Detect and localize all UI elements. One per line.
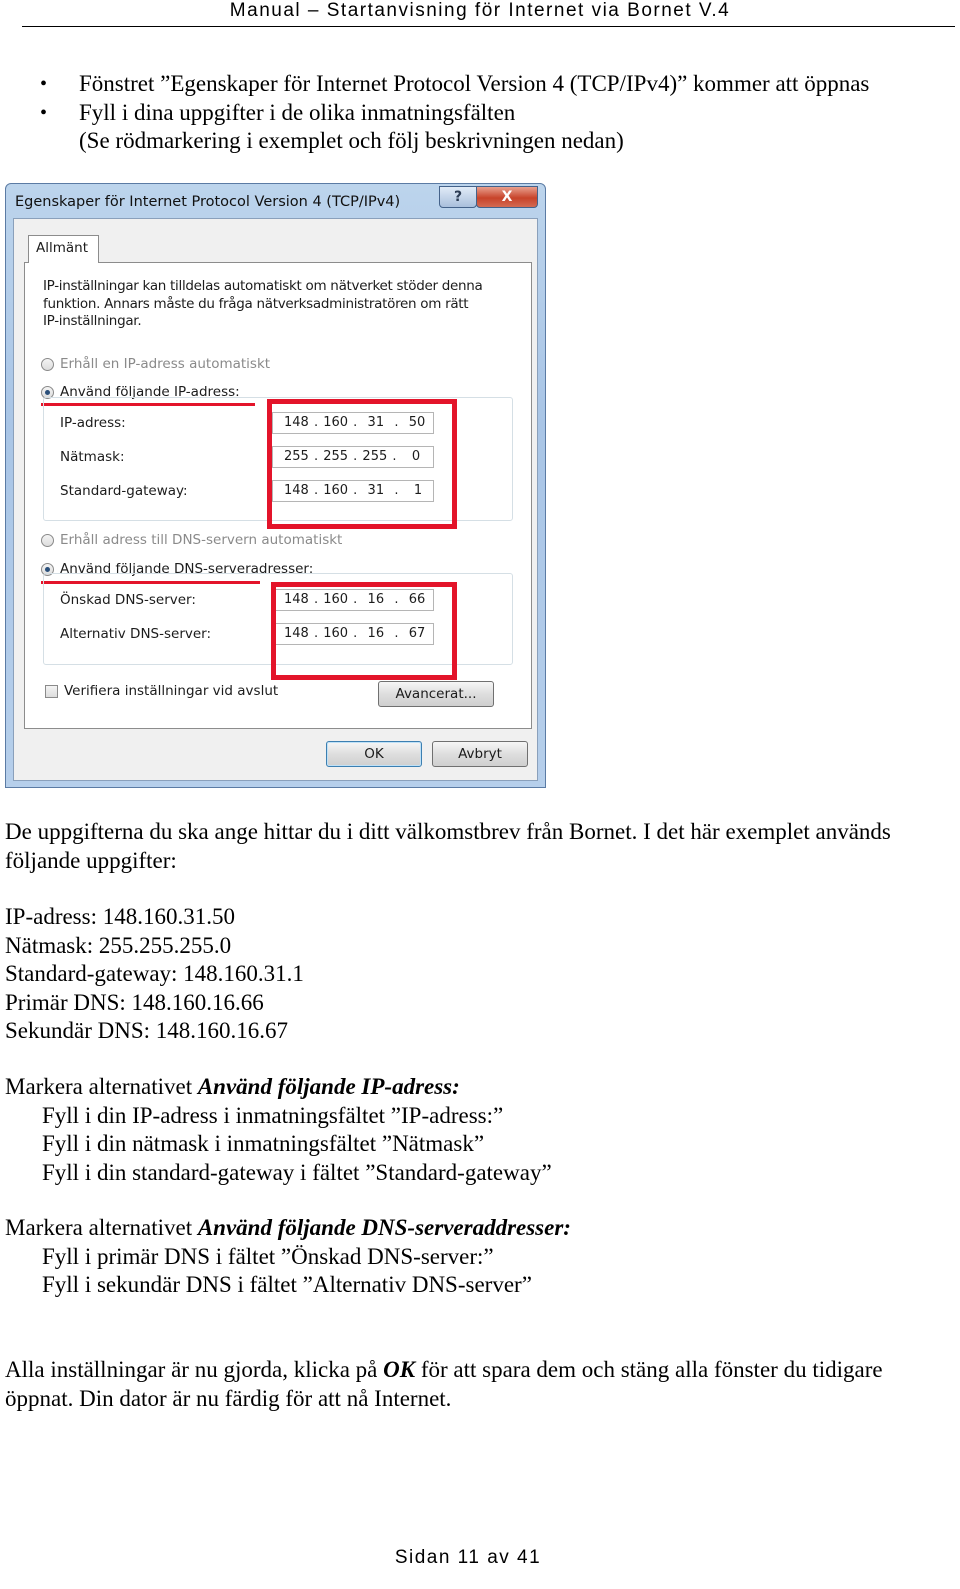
tab-general[interactable]: Allmänt bbox=[28, 235, 99, 263]
ip-step: Fyll i din IP-adress i inmatningsfältet ”IP-adress:” bbox=[42, 1102, 504, 1128]
ok-button[interactable]: OK bbox=[326, 741, 422, 767]
bullet-note: (Se rödmarkering i exemplet och följ beskrivningen nedan) bbox=[79, 128, 624, 153]
closing-paragraph bbox=[5, 1356, 905, 1413]
ip-section-heading bbox=[5, 1073, 945, 1102]
general-tab-panel bbox=[24, 262, 532, 729]
setting-ip: IP-adress: 148.160.31.50 bbox=[5, 904, 235, 929]
intro-paragraph: De uppgifterna du ska ange hittar du i ditt välkomstbrev från Bornet. I det här exemplet används följande uppgifter: bbox=[5, 819, 891, 873]
alternate-dns-label: Alternativ DNS-server: bbox=[60, 626, 212, 642]
dns-step: Fyll i primär DNS i fältet ”Önskad DNS-server:” bbox=[42, 1243, 494, 1269]
closing-ok: OK bbox=[383, 1357, 416, 1382]
radio-button-icon bbox=[41, 534, 54, 547]
setting-mask: Nätmask: 255.255.255.0 bbox=[5, 932, 232, 958]
preferred-dns-field[interactable]: 148 . 160 . 16 . 66 bbox=[272, 589, 434, 611]
header-rule bbox=[22, 26, 955, 27]
red-highlight-ip bbox=[267, 399, 457, 529]
dns-section-heading bbox=[5, 1214, 945, 1243]
default-gateway-field[interactable]: 148 . 160 . 31 . 1 bbox=[272, 480, 434, 502]
advanced-button[interactable]: Avancerat... bbox=[378, 681, 494, 707]
bullet-item: • Fyll i dina uppgifter i de olika inmatningsfälten bbox=[40, 99, 869, 128]
dialog-title: Egenskaper för Internet Protocol Version 4 (TCP/IPv4) bbox=[15, 194, 401, 210]
verify-settings-checkbox[interactable] bbox=[45, 683, 278, 699]
ip-section bbox=[5, 1073, 945, 1187]
setting-primary-dns: Primär DNS: 148.160.16.66 bbox=[5, 989, 264, 1015]
radio-manual-dns-label: Använd följande DNS-serveradresser: bbox=[60, 561, 314, 577]
ip-address-label: IP-adress: bbox=[60, 415, 126, 431]
dialog-description: IP-inställningar kan tilldelas automatiskt om nätverket stöder denna funktion. Annars måste du fråga nätverksadministratören om rätt IP-inställningar. bbox=[43, 278, 483, 329]
alternate-dns-field[interactable]: 148 . 160 . 16 . 67 bbox=[272, 623, 434, 645]
ip-address-field[interactable]: 148 . 160 . 31 . 50 bbox=[272, 412, 434, 434]
red-highlight-dns bbox=[271, 582, 457, 680]
closing-text-end: för att spara dem och stäng alla fönster du tidigare öppnat. Din dator är nu färdig för att nå Internet. bbox=[5, 1357, 883, 1411]
dns-section-option: Använd följande DNS-serveraddresser: bbox=[197, 1215, 571, 1240]
bullet-item: • Fönstret ”Egenskaper för Internet Protocol Version 4 (TCP/IPv4)” kommer att öppnas bbox=[40, 70, 869, 99]
settings-list bbox=[5, 903, 945, 1046]
dialog-client-area bbox=[13, 218, 538, 781]
cancel-button[interactable]: Avbryt bbox=[432, 741, 528, 767]
close-button[interactable]: X bbox=[476, 186, 538, 208]
verify-settings-label: Verifiera inställningar vid avslut bbox=[64, 683, 279, 699]
ip-section-option: Använd följande IP-adress: bbox=[197, 1074, 460, 1099]
radio-auto-ip-label: Erhåll en IP-adress automatiskt bbox=[60, 356, 271, 372]
subnet-mask-label: Nätmask: bbox=[60, 449, 125, 465]
instruction-bullets bbox=[40, 70, 869, 156]
radio-auto-ip[interactable] bbox=[41, 356, 270, 372]
closing-text: Alla inställningar är nu gjorda, klicka på bbox=[5, 1357, 384, 1382]
radio-auto-dns-label: Erhåll adress till DNS-servern automatiskt bbox=[60, 532, 343, 548]
radio-manual-ip-label: Använd följande IP-adress: bbox=[60, 384, 240, 400]
ip-step: Fyll i din nätmask i inmatningsfältet ”Nätmask” bbox=[42, 1131, 485, 1156]
ip-step: Fyll i din standard-gateway i fältet ”Standard-gateway” bbox=[42, 1159, 552, 1185]
ip-section-lead: Markera alternativet bbox=[5, 1074, 198, 1099]
setting-secondary-dns: Sekundär DNS: 148.160.16.67 bbox=[5, 1018, 289, 1043]
preferred-dns-label: Önskad DNS-server: bbox=[60, 592, 196, 608]
default-gateway-label: Standard-gateway: bbox=[60, 483, 188, 499]
radio-button-icon bbox=[41, 358, 54, 371]
help-button[interactable]: ? bbox=[439, 186, 477, 208]
subnet-mask-field[interactable]: 255 . 255 . 255 . 0 bbox=[272, 446, 434, 468]
dns-section-lead: Markera alternativet bbox=[5, 1215, 198, 1240]
dns-section bbox=[5, 1214, 945, 1300]
setting-gateway: Standard-gateway: 148.160.31.1 bbox=[5, 961, 304, 986]
page-header: Manual – Startanvisning för Internet via Bornet V.4 bbox=[229, 0, 731, 21]
page-footer: Sidan 11 av 41 bbox=[394, 1547, 542, 1568]
dns-step: Fyll i sekundär DNS i fältet ”Alternativ DNS-server” bbox=[42, 1272, 532, 1297]
checkbox-icon bbox=[45, 685, 58, 698]
radio-auto-dns[interactable] bbox=[41, 532, 342, 548]
tcpip-properties-dialog bbox=[5, 183, 546, 788]
